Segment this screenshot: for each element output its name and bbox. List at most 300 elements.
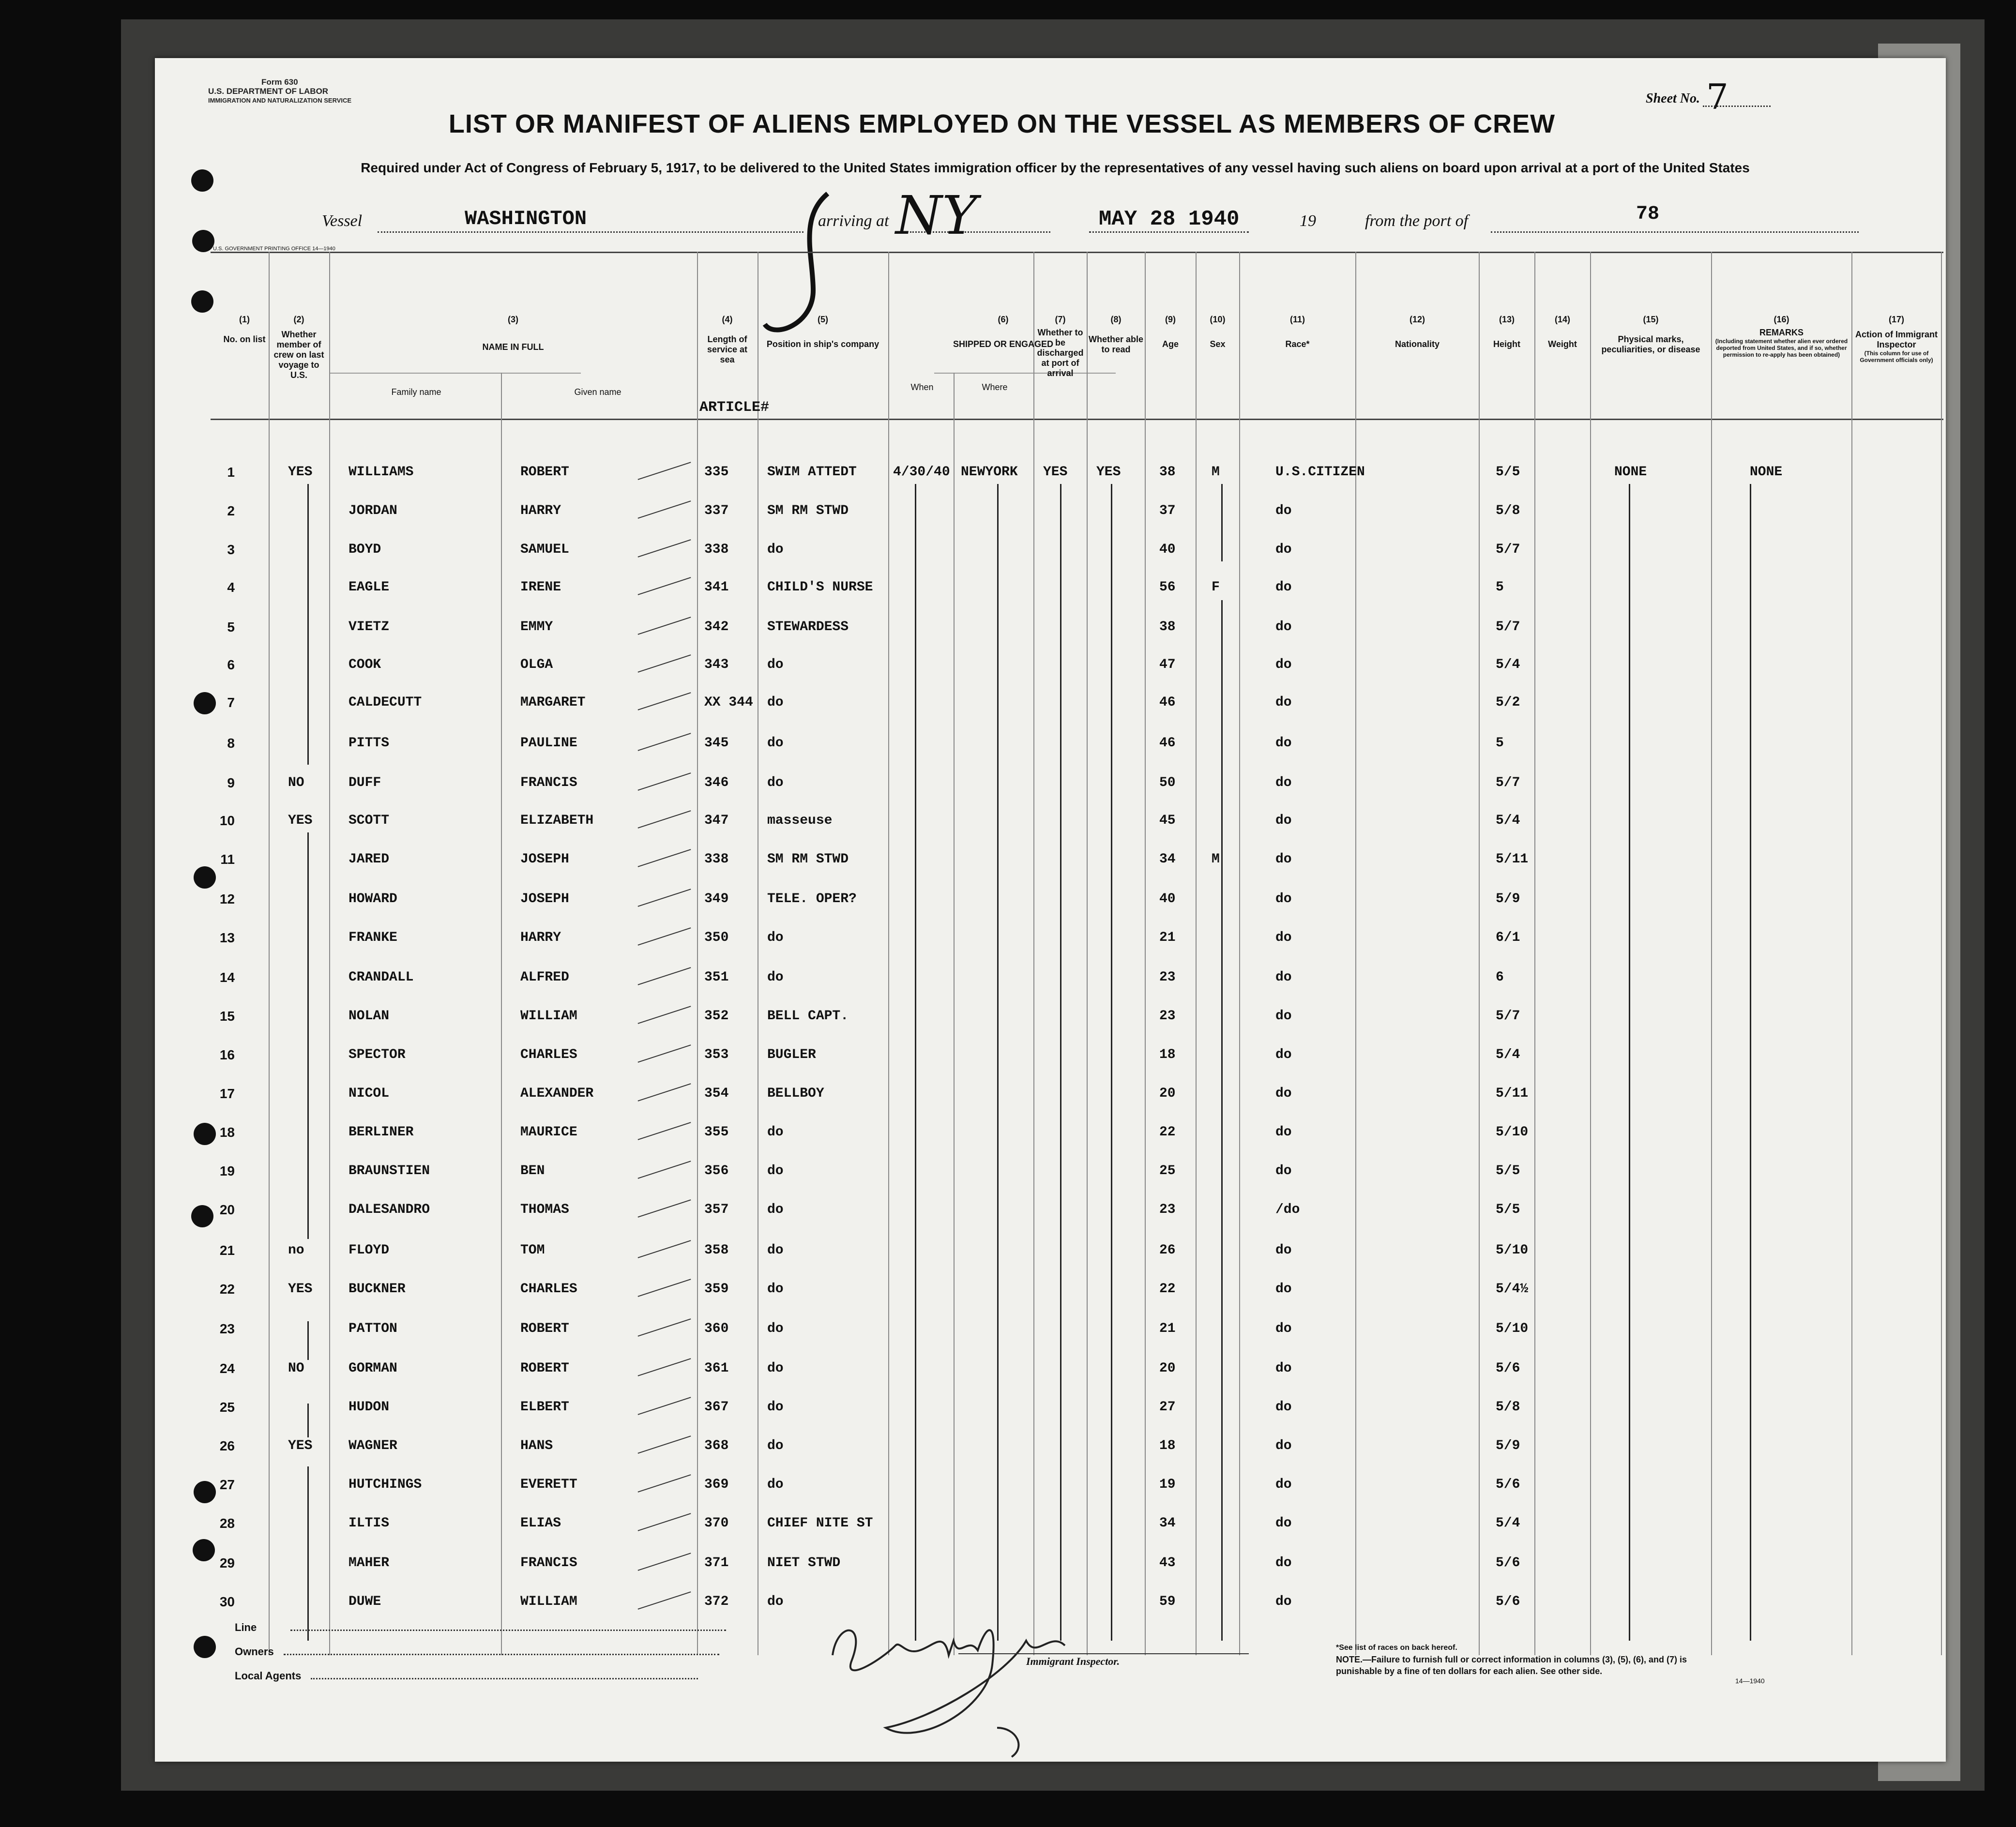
tally-mark	[638, 1199, 691, 1217]
tally-mark	[638, 1318, 691, 1336]
col-divider	[1851, 252, 1852, 1655]
nationality: do	[1275, 1243, 1292, 1258]
col-num: (9)	[1165, 315, 1176, 324]
height: 5/7	[1496, 619, 1520, 634]
tally-mark	[638, 967, 691, 985]
family-name: PITTS	[349, 736, 390, 751]
footer-notes	[1336, 1642, 1704, 1677]
nationality: do	[1275, 1163, 1292, 1178]
owners-field	[235, 1646, 719, 1658]
family-name: WILLIAMS	[349, 465, 414, 480]
col-num: (16)	[1773, 315, 1789, 324]
height: 5/5	[1496, 465, 1520, 480]
ditto-line	[1629, 484, 1630, 1641]
nationality: do	[1275, 619, 1292, 634]
service-length: 338	[704, 542, 729, 557]
height: 5/11	[1496, 1086, 1529, 1101]
tally-mark	[638, 772, 691, 790]
row-number: 29	[219, 1555, 235, 1570]
service-length: 367	[704, 1400, 729, 1415]
family-name: JORDAN	[349, 503, 397, 518]
position: do	[767, 930, 784, 945]
physical-marks: NONE	[1614, 465, 1647, 480]
crew-status: NO	[288, 775, 304, 790]
age: 38	[1159, 465, 1176, 480]
col-num: (8)	[1110, 315, 1122, 324]
col-divider	[1033, 252, 1034, 1655]
position: CHIEF NITE ST	[767, 1516, 873, 1531]
row-number: 6	[227, 657, 235, 672]
row-number: 19	[219, 1163, 235, 1178]
family-name: MAHER	[349, 1555, 390, 1570]
tally-mark	[638, 810, 691, 828]
nationality: do	[1275, 1555, 1292, 1570]
given-name: JOSEPH	[520, 891, 569, 906]
row-number: 22	[219, 1282, 235, 1297]
inspector-signature	[823, 1602, 1075, 1762]
given-name: FRANCIS	[520, 1555, 577, 1570]
col-divider	[1145, 252, 1146, 1655]
height: 5/6	[1496, 1477, 1520, 1492]
family-name: NOLAN	[349, 1009, 390, 1024]
position: do	[767, 1438, 784, 1453]
shipped-where: NEWYORK	[961, 465, 1018, 480]
position: BUGLER	[767, 1047, 816, 1062]
tally-mark	[638, 1513, 691, 1531]
position: do	[767, 1400, 784, 1415]
age: 18	[1159, 1438, 1176, 1453]
height: 5/4½	[1496, 1282, 1529, 1297]
given-name: BEN	[520, 1163, 545, 1178]
col-num: (17)	[1888, 315, 1904, 324]
row-number: 11	[220, 852, 235, 867]
nationality: do	[1275, 1047, 1292, 1062]
family-name: FRANKE	[349, 930, 397, 945]
given-name: EVERETT	[520, 1477, 577, 1492]
tally-mark	[638, 1279, 691, 1297]
age: 23	[1159, 1202, 1176, 1217]
height: 5/7	[1496, 542, 1520, 557]
family-name: BRAUNSTIEN	[349, 1163, 430, 1178]
col-divider	[1534, 252, 1535, 1655]
sheet-value: 7	[1706, 76, 1728, 117]
col-divider	[1087, 252, 1088, 1655]
given-name: FRANCIS	[520, 775, 577, 790]
service-length: 360	[704, 1321, 729, 1336]
col-num: (4)	[722, 315, 733, 324]
col-header-10	[1197, 315, 1238, 349]
line-field	[235, 1621, 726, 1634]
row-number: 26	[219, 1438, 235, 1453]
position: NIET STWD	[767, 1555, 841, 1570]
tally-mark	[638, 1474, 691, 1492]
col-label: Height	[1493, 339, 1520, 349]
department: U.S. DEPARTMENT OF LABOR	[208, 87, 329, 96]
remarks: NONE	[1750, 465, 1783, 480]
printing-note: U.S. GOVERNMENT PRINTING OFFICE 14—1940	[213, 246, 335, 252]
col-header-16	[1713, 315, 1850, 358]
position: SM RM STWD	[767, 852, 849, 867]
nationality: do	[1275, 1125, 1292, 1140]
height: 5/5	[1496, 1202, 1520, 1217]
col-divider	[1590, 252, 1591, 1655]
page-code: 78	[1636, 203, 1660, 225]
punch-hole	[191, 169, 213, 192]
family-name: VIETZ	[349, 619, 390, 634]
family-name: JARED	[349, 852, 390, 867]
height: 6/1	[1496, 930, 1520, 945]
discharged: YES	[1043, 465, 1068, 480]
line-fill	[290, 1630, 726, 1631]
crew-status: YES	[288, 813, 313, 828]
col-label: REMARKS	[1759, 328, 1804, 337]
age: 23	[1159, 970, 1176, 985]
form-number: Form 630	[261, 77, 298, 87]
col-header-3	[332, 315, 695, 352]
article-label: ARTICLE#	[699, 399, 770, 416]
owners-fill	[284, 1654, 719, 1655]
col-divider	[1239, 252, 1240, 1655]
service-length: 358	[704, 1243, 729, 1258]
nationality: U.S.CITIZEN	[1275, 465, 1365, 480]
col-label: Nationality	[1395, 339, 1440, 349]
tally-mark	[638, 1240, 691, 1258]
sex: M	[1212, 465, 1220, 480]
given-name: ALFRED	[520, 970, 569, 985]
age: 40	[1159, 891, 1176, 906]
service-length: 350	[704, 930, 729, 945]
vessel-fill-line	[378, 231, 803, 233]
family-name: GORMAN	[349, 1361, 397, 1376]
col-num: (2)	[293, 315, 304, 324]
ditto-line	[1111, 484, 1112, 1641]
age: 26	[1159, 1243, 1176, 1258]
nationality: /do	[1275, 1202, 1300, 1217]
age: 46	[1159, 736, 1176, 751]
age: 59	[1159, 1594, 1176, 1609]
col-num: (15)	[1643, 315, 1659, 324]
form-code: 14—1940	[1735, 1677, 1765, 1685]
ditto-line	[1221, 484, 1223, 561]
given-name: CHARLES	[520, 1047, 577, 1062]
sex: F	[1212, 580, 1220, 595]
position: do	[767, 1243, 784, 1258]
crew-status: YES	[288, 1438, 313, 1453]
position: do	[767, 1282, 784, 1297]
family-name: FLOYD	[349, 1243, 390, 1258]
service-length: 354	[704, 1086, 729, 1101]
service-length: 345	[704, 736, 729, 751]
shipped-when: 4/30/40	[893, 465, 950, 480]
age: 47	[1159, 657, 1176, 672]
family-name: BERLINER	[349, 1125, 414, 1140]
col-divider	[697, 252, 698, 1655]
col-label: Weight	[1548, 339, 1577, 349]
tally-mark	[638, 733, 691, 751]
age: 23	[1159, 1009, 1176, 1024]
manifest-sheet	[155, 58, 1946, 1762]
given-name: ROBERT	[520, 465, 569, 480]
age: 38	[1159, 619, 1176, 634]
service-length: 346	[704, 775, 729, 790]
family-name: PATTON	[349, 1321, 397, 1336]
age: 56	[1159, 580, 1176, 595]
col-header-4	[699, 315, 755, 365]
service-length: 369	[704, 1477, 729, 1492]
col-label: Whether member of crew on last voyage to U.S.	[273, 330, 324, 380]
col-header-15	[1592, 315, 1710, 355]
tally-mark	[638, 1358, 691, 1376]
table-header-rule	[211, 419, 1943, 420]
height: 5/7	[1496, 775, 1520, 790]
position: do	[767, 1125, 784, 1140]
row-number: 5	[227, 619, 235, 634]
row-number: 28	[219, 1516, 235, 1531]
height: 5/4	[1496, 1047, 1520, 1062]
sheet-fill-line	[1703, 106, 1771, 107]
race-note: *See list of races on back hereof.	[1336, 1644, 1457, 1652]
row-number: 20	[219, 1202, 235, 1217]
sheet-number	[1646, 76, 1728, 117]
family-name: BOYD	[349, 542, 381, 557]
age: 45	[1159, 813, 1176, 828]
height: 5/8	[1496, 1400, 1520, 1415]
col-header-13	[1480, 315, 1533, 349]
tally-mark	[638, 1122, 691, 1140]
crew-status: YES	[288, 1282, 313, 1297]
nationality: do	[1275, 503, 1292, 518]
nationality: do	[1275, 1282, 1292, 1297]
given-name: TOM	[520, 1243, 545, 1258]
owners-label: Owners	[235, 1646, 274, 1658]
age: 22	[1159, 1125, 1176, 1140]
sheet-label: Sheet No.	[1646, 91, 1700, 106]
row-number: 3	[227, 542, 235, 557]
col-header-11	[1241, 315, 1354, 349]
col-divider	[329, 252, 330, 1655]
col-label: Action of Immigrant Inspector	[1855, 330, 1938, 349]
family-name: SPECTOR	[349, 1047, 406, 1062]
service-length: 353	[704, 1047, 729, 1062]
tally-mark	[638, 889, 691, 906]
col-divider	[269, 252, 270, 1655]
given-name-header: Given name	[574, 387, 621, 397]
age: 18	[1159, 1047, 1176, 1062]
height: 5/4	[1496, 1516, 1520, 1531]
service-length: 343	[704, 657, 729, 672]
row-number: 7	[227, 695, 235, 710]
service-length: 371	[704, 1555, 729, 1570]
col-divider	[954, 373, 955, 1655]
col-divider	[501, 373, 502, 1655]
position: do	[767, 1202, 784, 1217]
service-length: 361	[704, 1361, 729, 1376]
col-label: Whether to be discharged at port of arrival	[1037, 328, 1084, 378]
family-name: HOWARD	[349, 891, 397, 906]
service-length: 349	[704, 891, 729, 906]
height: 5/9	[1496, 1438, 1520, 1453]
row-number: 15	[219, 1009, 235, 1024]
age: 34	[1159, 1516, 1176, 1531]
row-number: 8	[227, 736, 235, 751]
position: do	[767, 1163, 784, 1178]
family-name: HUTCHINGS	[349, 1477, 422, 1492]
col-num: (5)	[818, 315, 828, 324]
year-label: 19	[1300, 212, 1316, 230]
col-label: Length of service at sea	[707, 334, 748, 364]
family-name: BUCKNER	[349, 1282, 406, 1297]
service-length: 372	[704, 1594, 729, 1609]
row-number: 14	[219, 970, 235, 985]
when-header: When	[910, 382, 934, 392]
service-length: 359	[704, 1282, 729, 1297]
family-name-header: Family name	[391, 387, 441, 397]
family-name: CRANDALL	[349, 970, 414, 985]
tally-mark	[638, 539, 691, 557]
height: 5/10	[1496, 1243, 1529, 1258]
col-divider	[1355, 252, 1356, 1655]
age: 22	[1159, 1282, 1176, 1297]
nationality: do	[1275, 1516, 1292, 1531]
col-label: NAME IN FULL	[482, 342, 544, 352]
row-number: 4	[227, 580, 235, 595]
given-name: HARRY	[520, 930, 561, 945]
inspector-note: (This column for use of Government officials only)	[1860, 350, 1933, 363]
from-label: from the port of	[1365, 212, 1469, 230]
col-label: Age	[1162, 339, 1179, 349]
position: BELL CAPT.	[767, 1009, 849, 1024]
row-number: 30	[219, 1594, 235, 1609]
col-num: (7)	[1055, 315, 1066, 324]
ditto-line	[997, 484, 999, 1641]
age: 25	[1159, 1163, 1176, 1178]
port-fill-line	[1491, 231, 1859, 233]
family-name: EAGLE	[349, 580, 390, 595]
row-number: 18	[219, 1125, 235, 1140]
vessel-name: WASHINGTON	[465, 207, 587, 230]
given-name: ROBERT	[520, 1361, 569, 1376]
name-subheader-rule	[329, 373, 581, 374]
row-number: 24	[219, 1361, 235, 1376]
age: 21	[1159, 1321, 1176, 1336]
col-header-14	[1536, 315, 1589, 349]
position: STEWARDESS	[767, 619, 849, 634]
position: do	[767, 542, 784, 557]
age: 27	[1159, 1400, 1176, 1415]
age: 40	[1159, 542, 1176, 557]
position: do	[767, 1477, 784, 1492]
row-number: 9	[227, 775, 235, 790]
position: TELE. OPER?	[767, 891, 857, 906]
crew-status: YES	[288, 465, 313, 480]
line-label: Line	[235, 1621, 257, 1633]
vessel-label: Vessel	[322, 212, 363, 230]
nationality: do	[1275, 580, 1292, 595]
col-header-12	[1357, 315, 1478, 349]
position: do	[767, 736, 784, 751]
given-name: WILLIAM	[520, 1594, 577, 1609]
ditto-line	[1750, 484, 1751, 1641]
col-header-2	[271, 315, 327, 380]
tally-mark	[638, 500, 691, 518]
ditto-line	[307, 484, 309, 765]
nationality: do	[1275, 1361, 1292, 1376]
ditto-line	[307, 1404, 309, 1437]
col-header-8	[1088, 315, 1144, 355]
inspector-field	[1026, 1655, 1120, 1668]
service-length: 338	[704, 852, 729, 867]
col-divider	[1196, 252, 1197, 1655]
ditto-line	[307, 832, 309, 1239]
age: 20	[1159, 1086, 1176, 1101]
service-name: IMMIGRATION AND NATURALIZATION SERVICE	[208, 97, 352, 104]
given-name: ELIAS	[520, 1516, 561, 1531]
height: 5/4	[1496, 657, 1520, 672]
col-num: (10)	[1210, 315, 1226, 324]
col-num: (13)	[1499, 315, 1515, 324]
given-name: PAULINE	[520, 736, 577, 751]
given-name: ELIZABETH	[520, 813, 594, 828]
service-length: 356	[704, 1163, 729, 1178]
service-length: 355	[704, 1125, 729, 1140]
agents-fill	[311, 1678, 698, 1679]
family-name: COOK	[349, 657, 381, 672]
service-length: 352	[704, 1009, 729, 1024]
family-name: DUFF	[349, 775, 381, 790]
tally-mark	[638, 1553, 691, 1570]
page-subtitle: Required under Act of Congress of February 5, 1917, to be delivered to the United States immigration officer by the representatives of any vessel having such aliens on board upon arrival at a port of the United States	[361, 160, 1750, 175]
given-name: OLGA	[520, 657, 553, 672]
col-num: (11)	[1289, 315, 1305, 324]
inspector-label: Immigrant Inspector.	[1026, 1655, 1120, 1667]
given-name: WILLIAM	[520, 1009, 577, 1024]
position: SM RM STWD	[767, 503, 849, 518]
given-name: HARRY	[520, 503, 561, 518]
position: BELLBOY	[767, 1086, 824, 1101]
nationality: do	[1275, 970, 1292, 985]
position: do	[767, 970, 784, 985]
col-label: Position in ship's company	[766, 339, 879, 349]
row-number: 23	[219, 1321, 235, 1336]
row-number: 10	[219, 813, 235, 828]
nationality: do	[1275, 1321, 1292, 1336]
col-label: Race*	[1285, 339, 1310, 349]
row-number: 27	[219, 1477, 235, 1492]
row-number: 21	[219, 1243, 235, 1258]
inspector-fill	[958, 1653, 1249, 1654]
family-name: DALESANDRO	[349, 1202, 430, 1217]
nationality: do	[1275, 1086, 1292, 1101]
col-label: Sex	[1210, 339, 1226, 349]
height: 5/5	[1496, 1163, 1520, 1178]
position: do	[767, 775, 784, 790]
nationality: do	[1275, 1400, 1292, 1415]
age: 34	[1159, 852, 1176, 867]
tally-mark	[638, 1161, 691, 1178]
service-length: XX 344	[704, 695, 753, 710]
age: 20	[1159, 1361, 1176, 1376]
col-header-9	[1146, 315, 1195, 349]
given-name: CHARLES	[520, 1282, 577, 1297]
col-num: (1)	[239, 315, 250, 324]
tally-mark	[638, 654, 691, 672]
height: 5/10	[1496, 1321, 1529, 1336]
given-name: MAURICE	[520, 1125, 577, 1140]
nationality: do	[1275, 813, 1292, 828]
date-stamp: MAY 28 1940	[1099, 207, 1240, 231]
agents-label: Local Agents	[235, 1670, 302, 1682]
tally-mark	[638, 849, 691, 867]
